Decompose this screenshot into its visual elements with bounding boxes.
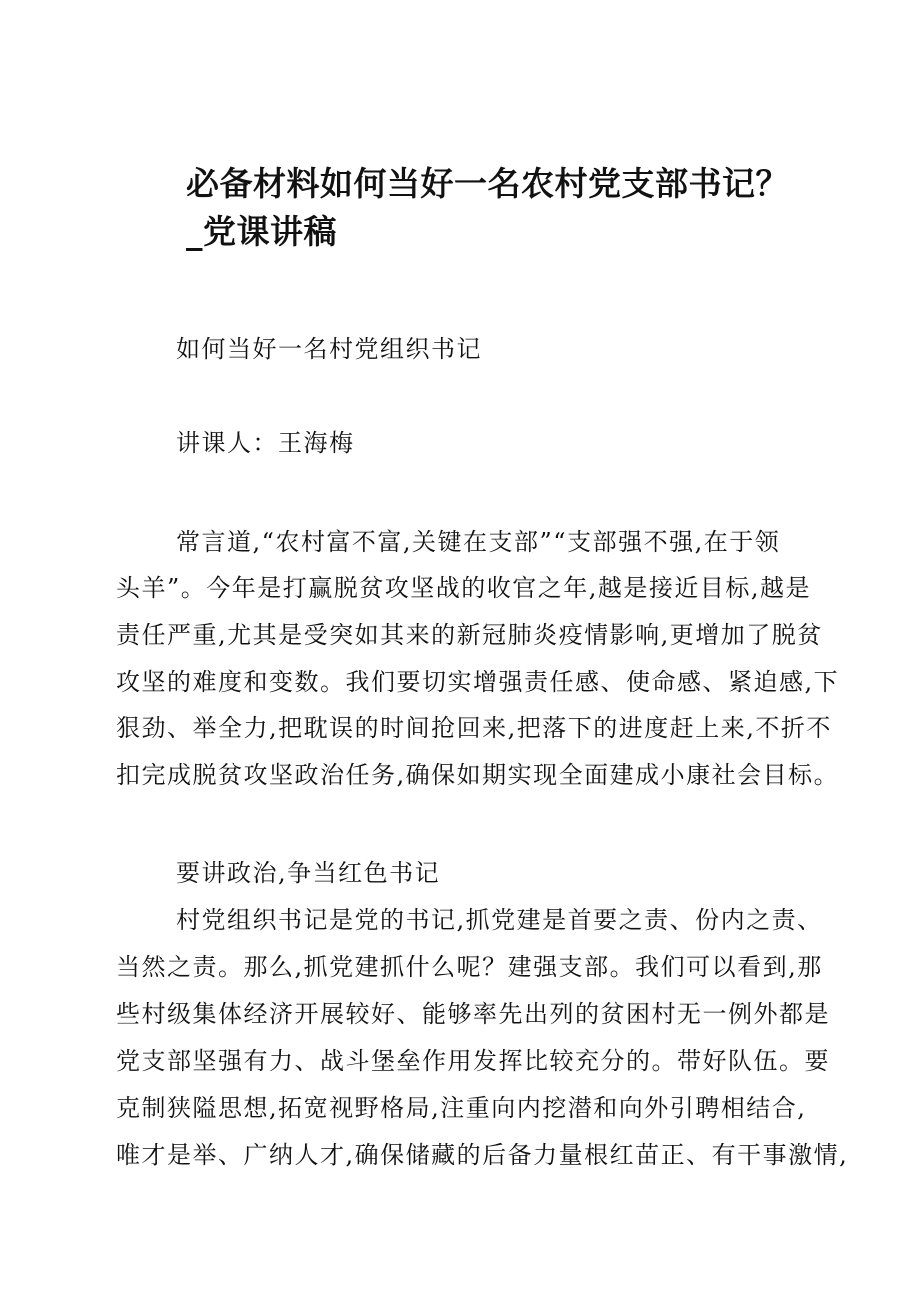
paragraph-2-line: 些村级集体经济开展较好、能够率先出列的贫困村无一例外都是 — [116, 1000, 830, 1028]
paragraph-1-line: 攻坚的难度和变数。我们要切实增强责任感、使命感、紧迫感,下 — [116, 668, 840, 696]
paragraph-2-line: 村党组织书记是党的书记,抓党建是首要之责、份内之责、 — [176, 906, 823, 934]
paragraph-1-line: 扣完成脱贫攻坚政治任务,确保如期实现全面建成小康社会目标。 — [116, 761, 840, 789]
paragraph-1-line: 狠劲、举全力,把耽误的时间抢回来,把落下的进度赶上来,不折不 — [116, 714, 832, 742]
paragraph-2-line: 当然之责。那么,抓党建抓什么呢？建强支部。我们可以看到,那 — [116, 953, 823, 981]
paragraph-2-line: 克制狭隘思想,拓宽视野格局,注重向内挖潜和向外引聘相结合, — [116, 1094, 807, 1122]
paragraph-2-line: 唯才是举、广纳人才,确保储藏的后备力量根红苗正、有干事激情, — [116, 1141, 849, 1169]
document-title — [186, 160, 826, 256]
paragraph-1-line: 头羊”。今年是打赢脱贫攻坚战的收官之年,越是接近目标,越是 — [116, 574, 812, 602]
speaker-line: 讲课人：王海梅 — [176, 429, 355, 457]
title-line-1: 必备材料如何当好一名农村党支部书记？ — [186, 164, 789, 203]
paragraph-1-line: 常言道,“农村富不富,关键在支部”“支部强不强,在于领 — [176, 528, 781, 556]
paragraph-2-line: 党支部坚强有力、战斗堡垒作用发挥比较充分的。带好队伍。要 — [116, 1047, 830, 1075]
subtitle: 如何当好一名村党组织书记 — [176, 335, 482, 363]
section-heading: 要讲政治,争当红色书记 — [176, 859, 441, 887]
paragraph-1-line: 责任严重,尤其是受突如其来的新冠肺炎疫情影响,更增加了脱贫 — [116, 621, 823, 649]
title-line-2: _党课讲稿 — [186, 212, 337, 251]
